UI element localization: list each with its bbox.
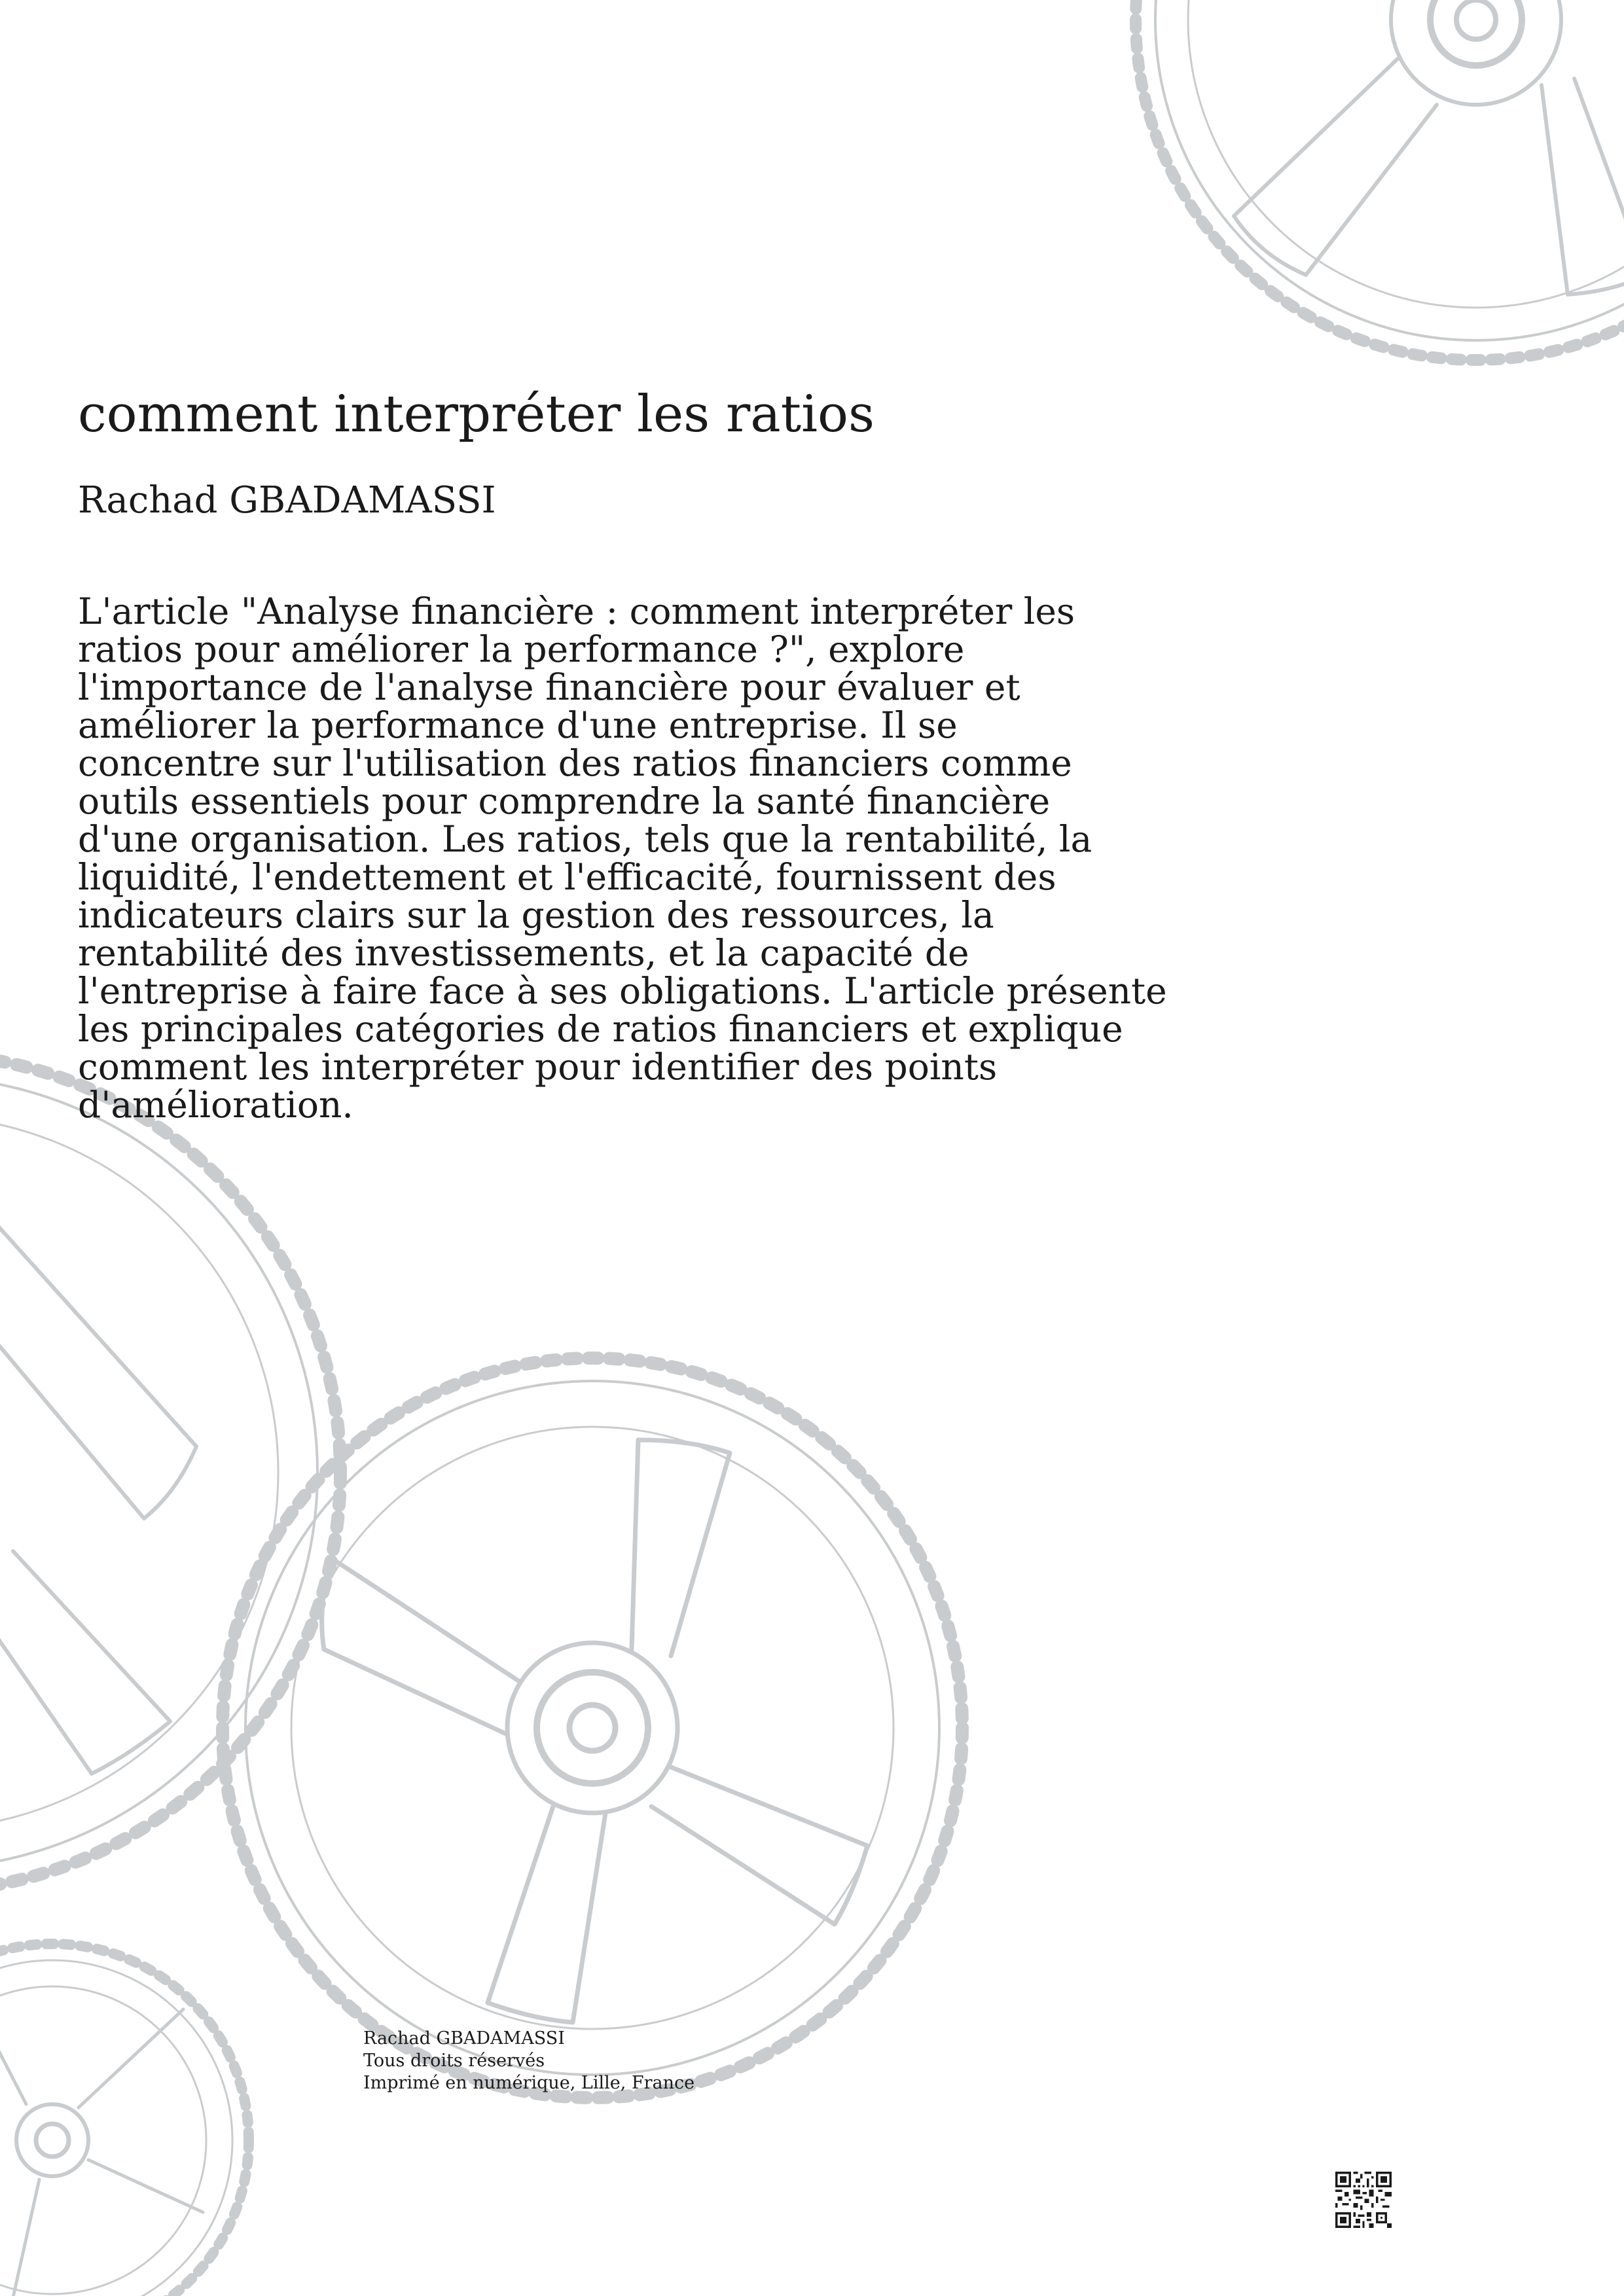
qr-code-icon [1335, 2172, 1392, 2228]
colophon [363, 2028, 695, 2094]
abstract-line: liquidité, l'endettement et l'efficacité, fournissent des [78, 856, 1056, 898]
abstract-line: l'importance de l'analyse financière pour évaluer et [78, 666, 1020, 708]
colophon-printing: Imprimé en numérique, Lille, France [363, 2073, 695, 2093]
abstract-line: comment les interpréter pour identifier des points [78, 1046, 998, 1088]
abstract [78, 592, 1230, 1124]
abstract-line: rentabilité des investissements, et la capacité de [78, 932, 969, 974]
abstract-line: L'article "Analyse financière : comment interpréter les [78, 590, 1075, 632]
abstract-line: concentre sur l'utilisation des ratios financiers comme [78, 742, 1072, 784]
abstract-line: améliorer la performance d'une entreprise. Il se [78, 704, 958, 746]
gear-icon [0, 1054, 340, 1892]
gear-icon [0, 1944, 249, 2296]
gear-icon [223, 1358, 962, 2098]
abstract-line: d'amélioration. [78, 1084, 353, 1126]
gear-icon [1136, 0, 1624, 360]
document-author: Rachad GBADAMASSI [78, 479, 496, 522]
colophon-author: Rachad GBADAMASSI [363, 2028, 565, 2049]
colophon-rights: Tous droits réservés [363, 2051, 545, 2071]
abstract-line: d'une organisation. Les ratios, tels que la rentabilité, la [78, 818, 1092, 860]
abstract-line: outils essentiels pour comprendre la santé financière [78, 780, 1051, 822]
abstract-line: ratios pour améliorer la performance ?", explore [78, 628, 965, 670]
document-title: comment interpréter les ratios [78, 385, 875, 444]
abstract-line: les principales catégories de ratios financiers et explique [78, 1008, 1123, 1050]
abstract-line: indicateurs clairs sur la gestion des ressources, la [78, 894, 994, 936]
abstract-line: l'entreprise à faire face à ses obligations. L'article présente [78, 970, 1167, 1012]
